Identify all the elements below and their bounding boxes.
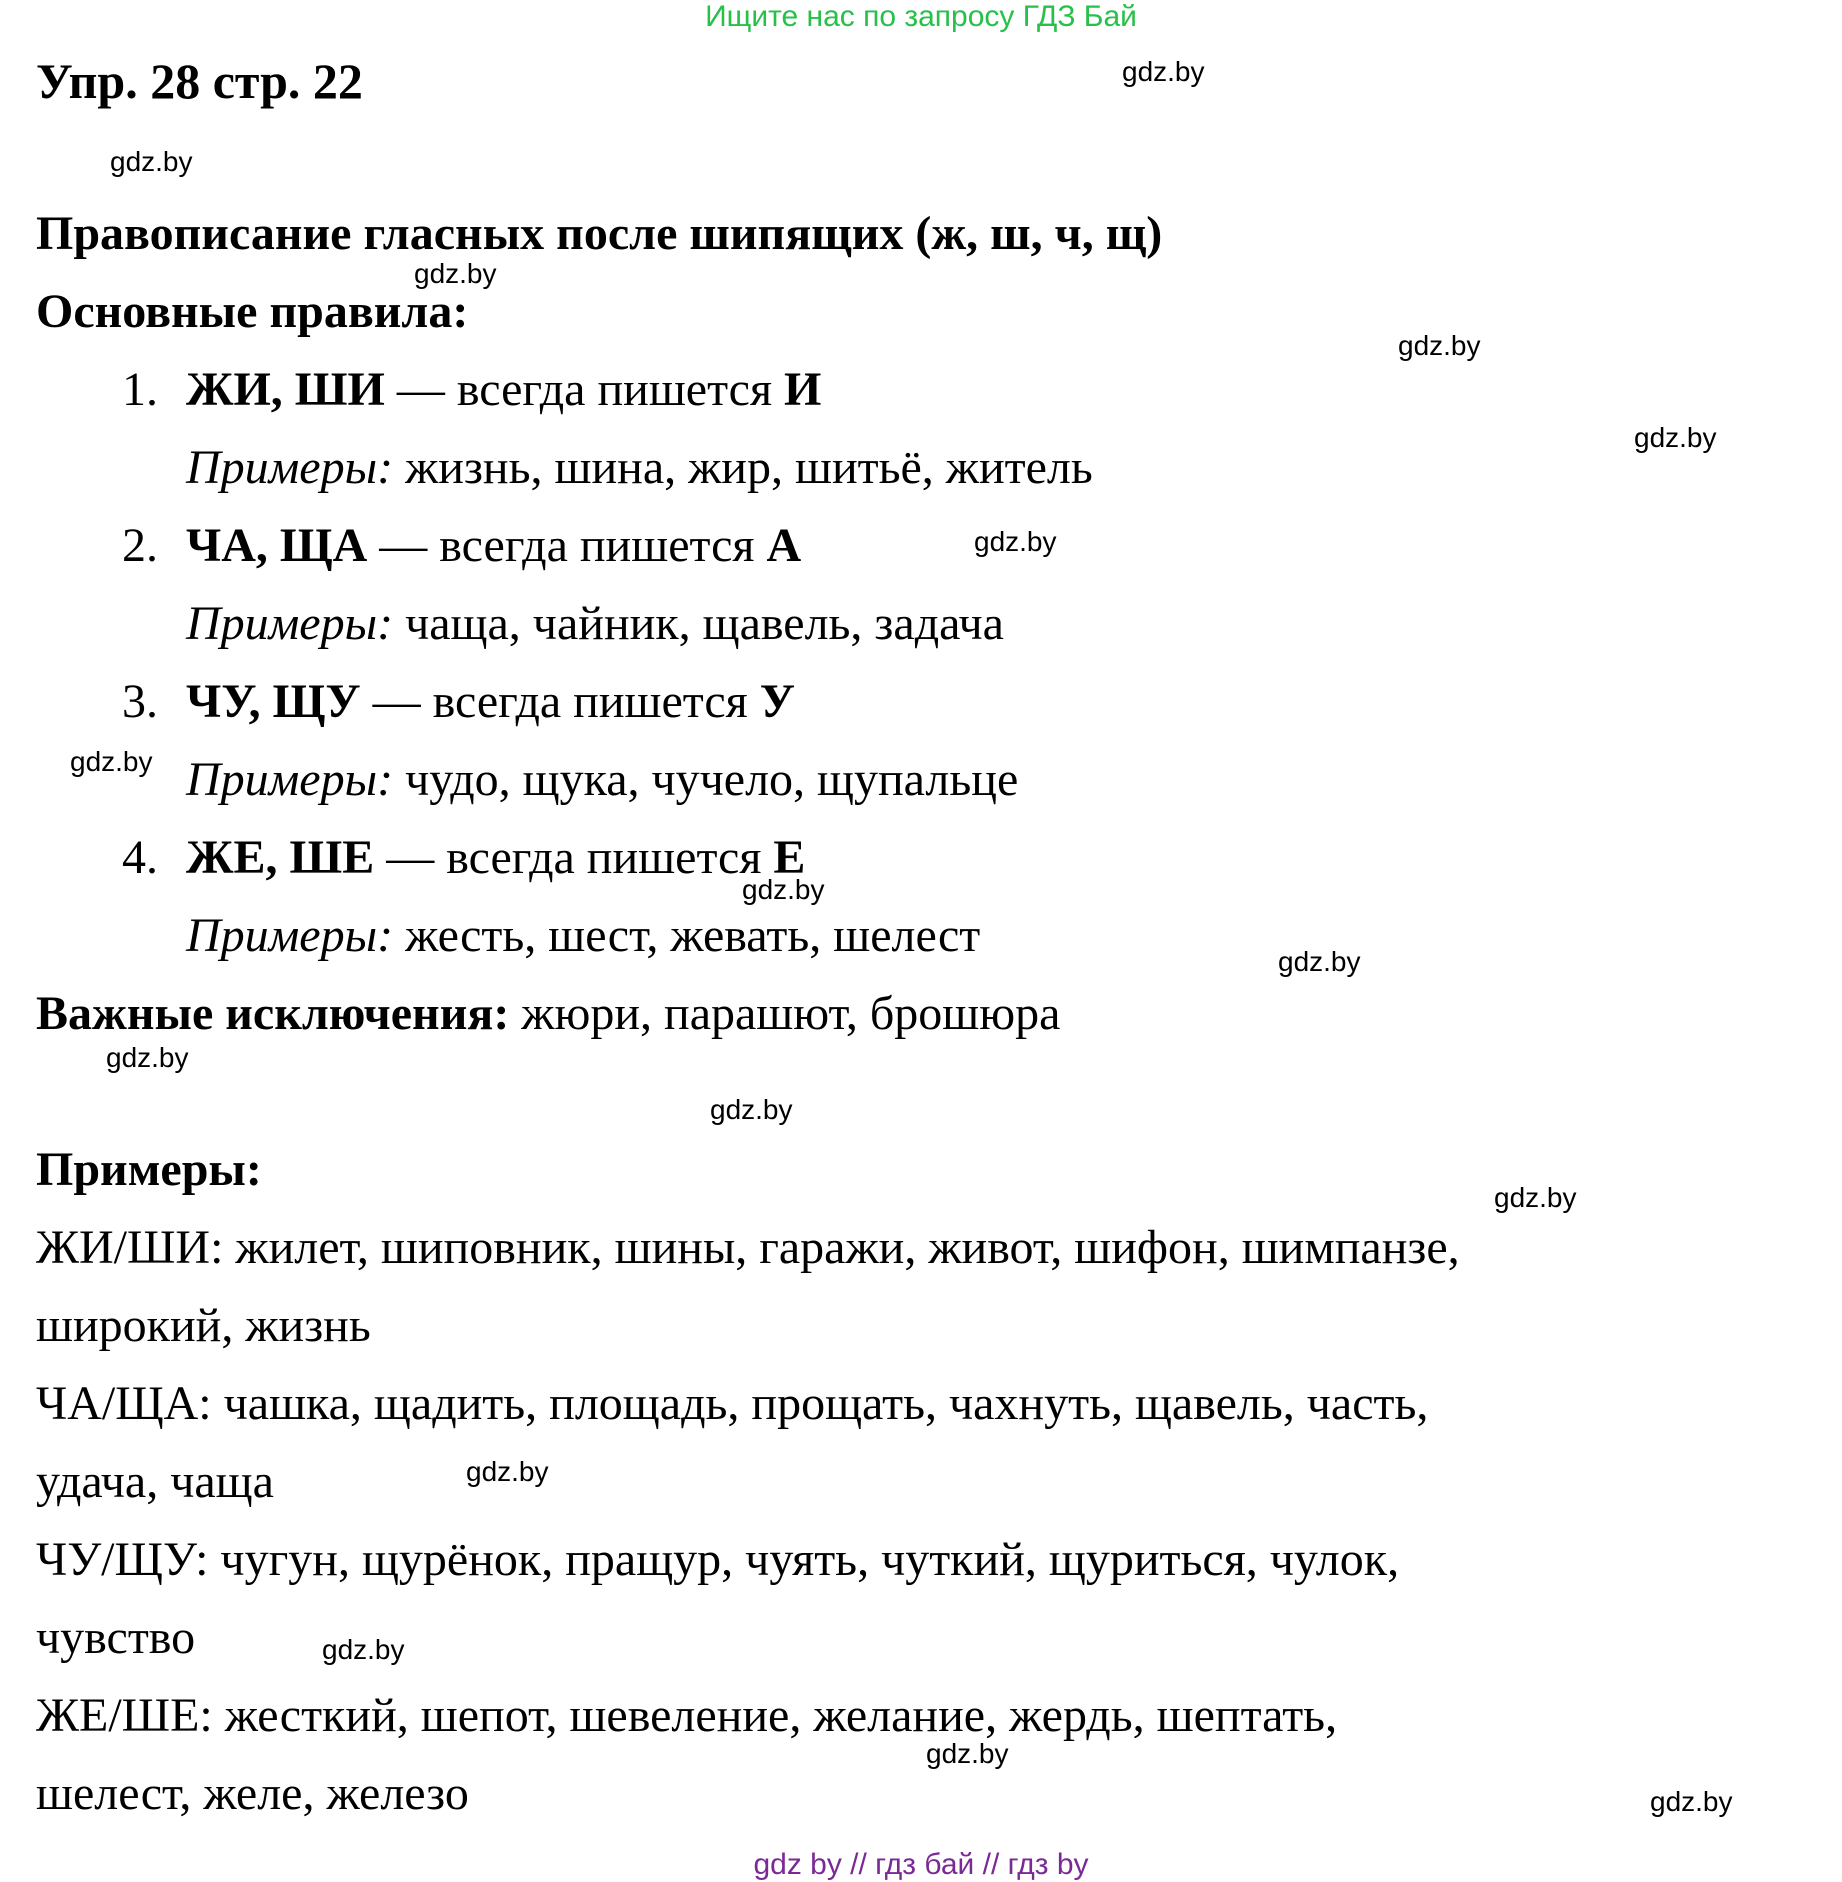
watermark: gdz.by	[710, 1094, 793, 1125]
rule-text: — всегда пишется	[384, 363, 785, 416]
rule-pair: ЧУ, ЩУ	[186, 675, 361, 728]
watermark: gdz.by	[1278, 946, 1361, 977]
exceptions	[36, 987, 1061, 1040]
rule-2	[186, 519, 802, 572]
topic-heading: Правописание гласных после шипящих (ж, ш, ч, щ)	[36, 207, 1163, 260]
rule-pair: ЖИ, ШИ	[186, 363, 385, 416]
rule-text: — всегда пишется	[374, 831, 774, 884]
rule-letter: Е	[773, 831, 806, 884]
rule-pair: ЧА, ЩА	[186, 519, 368, 572]
example-line: шелест, желе, железо	[36, 1767, 469, 1820]
examples-heading: Примеры:	[36, 1143, 262, 1196]
rule-text: — всегда пишется	[367, 519, 767, 572]
watermark: gdz.by	[414, 258, 497, 289]
examples-label: Примеры:	[186, 441, 394, 494]
watermark: gdz.by	[106, 1042, 189, 1073]
example-line: ЖЕ/ШЕ: жесткий, шепот, шевеление, желание, жердь, шептать,	[36, 1689, 1338, 1742]
example-line: ЖИ/ШИ: жилет, шиповник, шины, гаражи, живот, шифон, шимпанзе,	[36, 1221, 1460, 1274]
rule-3	[186, 675, 795, 728]
rule-1	[186, 363, 822, 416]
watermark: gdz.by	[1494, 1182, 1577, 1213]
rule-number: 3.	[122, 675, 158, 728]
rule-letter: И	[784, 363, 822, 416]
watermark: gdz.by	[70, 746, 153, 777]
exceptions-text: жюри, парашют, брошюра	[509, 987, 1061, 1040]
rule-4	[186, 831, 806, 884]
watermark: gdz.by	[1122, 56, 1205, 87]
rule-3-examples	[186, 753, 1019, 806]
rule-text: — всегда пишется	[360, 675, 760, 728]
rule-number: 4.	[122, 831, 158, 884]
example-line: широкий, жизнь	[36, 1299, 371, 1352]
example-line: ЧУ/ЩУ: чугун, щурёнок, пращур, чуять, чуткий, щуриться, чулок,	[36, 1533, 1400, 1586]
rule-2-examples	[186, 597, 1004, 650]
example-line: ЧА/ЩА: чашка, щадить, площадь, прощать, чахнуть, щавель, часть,	[36, 1377, 1429, 1430]
page-title: Упр. 28 стр. 22	[36, 53, 363, 109]
rule-number: 2.	[122, 519, 158, 572]
rule-4-examples	[186, 909, 981, 962]
examples-text: жесть, шест, жевать, шелест	[393, 909, 981, 962]
examples-label: Примеры:	[186, 753, 394, 806]
example-line: удача, чаща	[36, 1455, 274, 1508]
rule-letter: У	[759, 675, 795, 728]
examples-text: жизнь, шина, жир, шитьё, житель	[393, 441, 1093, 494]
rule-number: 1.	[122, 363, 158, 416]
watermark: gdz.by	[974, 526, 1057, 557]
rule-1-examples	[186, 441, 1093, 494]
top-banner: Ищите нас по запросу ГДЗ Бай	[705, 0, 1137, 33]
watermark: gdz.by	[466, 1456, 549, 1487]
examples-text: чудо, щука, чучело, щупальце	[393, 753, 1019, 806]
rule-letter: А	[766, 519, 802, 572]
rule-pair: ЖЕ, ШЕ	[186, 831, 375, 884]
watermark: gdz.by	[926, 1738, 1009, 1769]
watermark: gdz.by	[1650, 1786, 1733, 1817]
examples-text: чаща, чайник, щавель, задача	[393, 597, 1004, 650]
rules-heading: Основные правила:	[36, 285, 469, 338]
example-line: чувство	[36, 1611, 196, 1664]
watermark: gdz.by	[742, 874, 825, 905]
watermark: gdz.by	[110, 146, 193, 177]
watermark: gdz.by	[1634, 422, 1717, 453]
watermark: gdz.by	[322, 1634, 405, 1665]
exceptions-label: Важные исключения:	[36, 987, 510, 1040]
examples-label: Примеры:	[186, 909, 394, 962]
footer-links: gdz by // гдз бай // гдз by	[753, 1848, 1089, 1881]
examples-label: Примеры:	[186, 597, 394, 650]
watermark: gdz.by	[1398, 330, 1481, 361]
